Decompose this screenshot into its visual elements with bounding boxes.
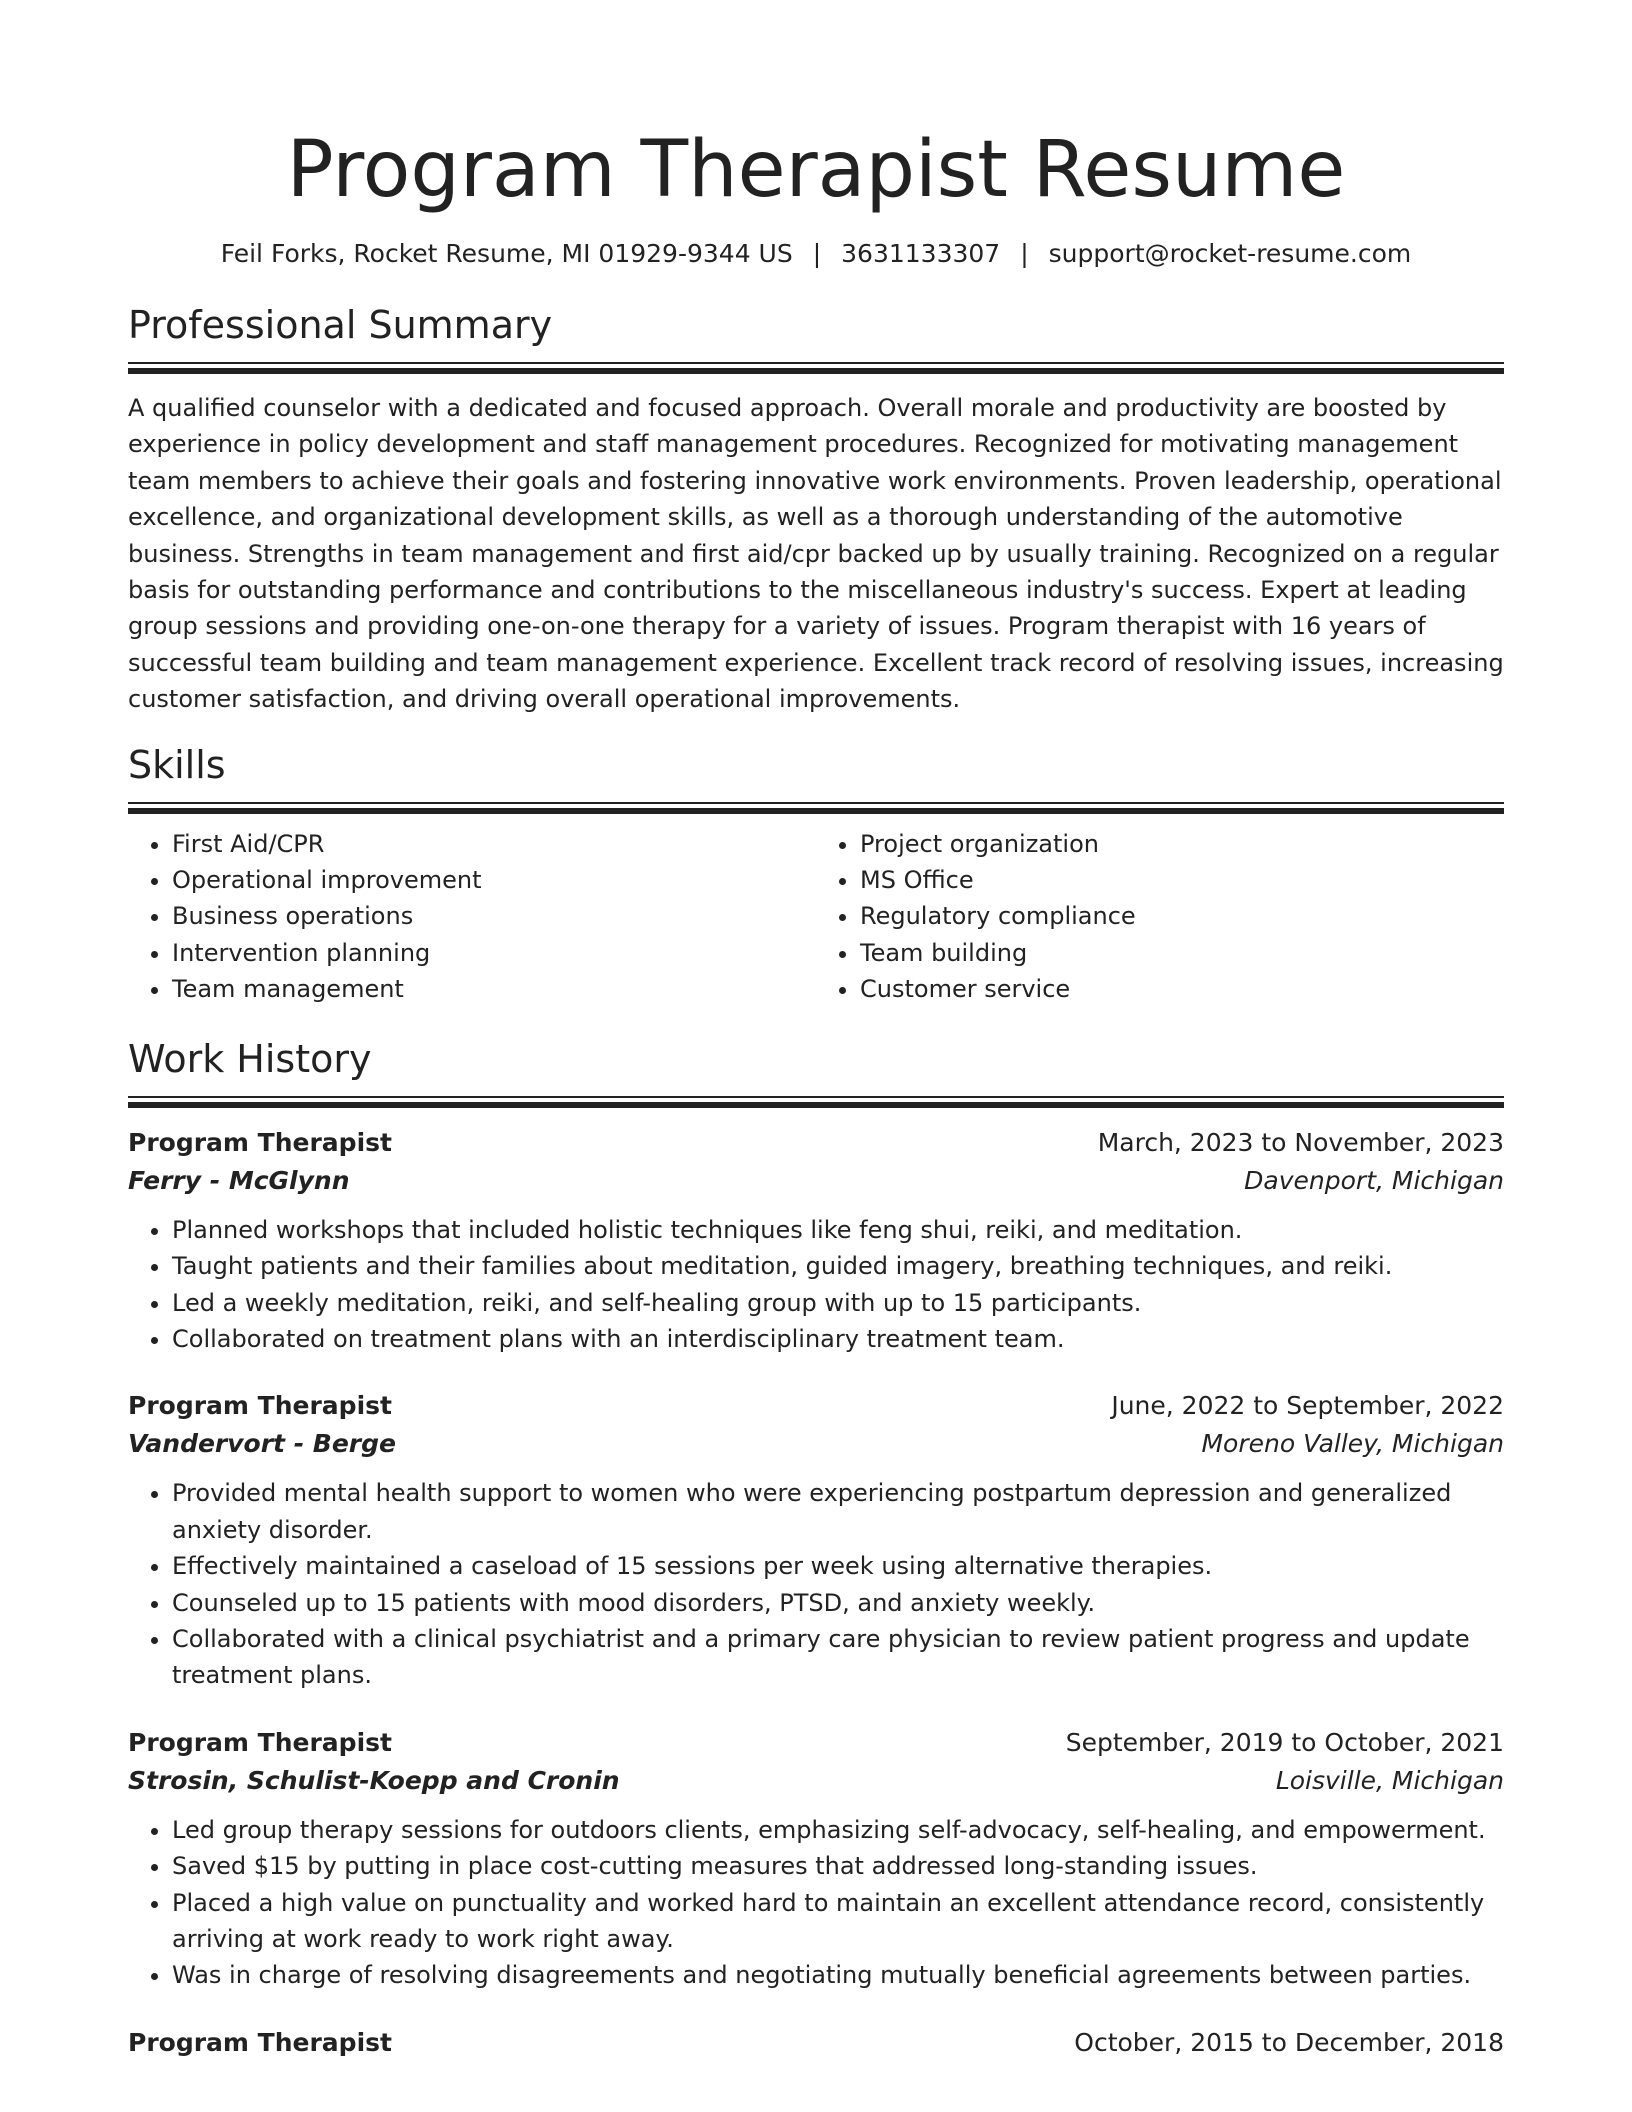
job-bullet: • Planned workshops that included holistic techniques like feng shui, reiki, and meditation. xyxy=(172,1212,1504,1248)
job-bullet: • Saved $15 by putting in place cost-cutting measures that addressed long-standing issues. xyxy=(172,1848,1504,1884)
section-divider xyxy=(128,1096,1504,1108)
job-title: Program Therapist xyxy=(128,1391,392,1421)
job-subheader-row xyxy=(128,1425,1504,1463)
contact-line xyxy=(128,236,1504,272)
job-bullet: • Collaborated on treatment plans with an interdisciplinary treatment team. xyxy=(172,1321,1504,1357)
summary-heading: Professional Summary xyxy=(128,303,553,347)
resume-page xyxy=(128,0,1504,2088)
job-company: Ferry - McGlynn xyxy=(128,1165,350,1195)
job-header-row xyxy=(128,1724,1504,1762)
job-location: Loisville, Michigan xyxy=(1275,1765,1504,1795)
job-location: Davenport, Michigan xyxy=(1244,1165,1504,1195)
skill-item: • Business operations xyxy=(172,898,816,934)
job-entry xyxy=(128,2024,1504,2062)
job-subheader-row xyxy=(128,1762,1504,1800)
contact-phone: 3631133307 xyxy=(841,239,1001,268)
job-entry xyxy=(128,1724,1504,1994)
job-dates: June, 2022 to September, 2022 xyxy=(1111,1391,1504,1421)
contact-separator: | xyxy=(1020,239,1029,268)
contact-address: Feil Forks, Rocket Resume, MI 01929-9344 US xyxy=(220,239,793,268)
skill-item: • Team building xyxy=(860,935,1504,971)
job-title: Program Therapist xyxy=(128,1727,392,1757)
section-divider xyxy=(128,362,1504,374)
resume-title: Program Therapist Resume xyxy=(286,125,1346,215)
job-bullets xyxy=(128,1812,1504,1994)
summary-section xyxy=(128,300,1504,718)
skill-item: • Regulatory compliance xyxy=(860,898,1504,934)
skill-item: • First Aid/CPR xyxy=(172,826,816,862)
job-dates: September, 2019 to October, 2021 xyxy=(1065,1727,1504,1757)
skill-item: • Intervention planning xyxy=(172,935,816,971)
skills-columns xyxy=(128,826,1504,1008)
skill-item: • MS Office xyxy=(860,862,1504,898)
job-dates: October, 2015 to December, 2018 xyxy=(1074,2027,1504,2057)
job-bullet: • Collaborated with a clinical psychiatrist and a primary care physician to review patient progress and update treatment plans. xyxy=(172,1621,1504,1694)
work-section xyxy=(128,1034,1504,2062)
skills-left-list xyxy=(128,826,816,1008)
job-bullets xyxy=(128,1475,1504,1693)
job-bullet: • Led a weekly meditation, reiki, and self-healing group with up to 15 participants. xyxy=(172,1285,1504,1321)
job-bullet: • Led group therapy sessions for outdoors clients, emphasizing self-advocacy, self-healing, and empowerment. xyxy=(172,1812,1504,1848)
job-bullet: • Effectively maintained a caseload of 15 sessions per week using alternative therapies. xyxy=(172,1548,1504,1584)
job-location: Moreno Valley, Michigan xyxy=(1201,1429,1504,1459)
job-header-row xyxy=(128,1387,1504,1425)
skills-right-list xyxy=(816,826,1504,1008)
job-bullet: • Was in charge of resolving disagreements and negotiating mutually beneficial agreements between parties. xyxy=(172,1957,1504,1993)
job-bullet: • Provided mental health support to women who were experiencing postpartum depression and generalized anxiety disorder. xyxy=(172,1475,1504,1548)
job-bullets xyxy=(128,1212,1504,1358)
job-bullet: • Placed a high value on punctuality and worked hard to maintain an excellent attendance record, consistently arriving at work ready to work right away. xyxy=(172,1885,1504,1958)
skill-item: • Team management xyxy=(172,971,816,1007)
job-title: Program Therapist xyxy=(128,1127,392,1157)
skills-section xyxy=(128,740,1504,1008)
job-company: Vandervort - Berge xyxy=(128,1429,396,1459)
job-bullet: • Counseled up to 15 patients with mood disorders, PTSD, and anxiety weekly. xyxy=(172,1585,1504,1621)
job-title: Program Therapist xyxy=(128,2027,392,2057)
skill-item: • Customer service xyxy=(860,971,1504,1007)
job-dates: March, 2023 to November, 2023 xyxy=(1097,1127,1504,1157)
job-bullet: • Taught patients and their families about meditation, guided imagery, breathing techniques, and reiki. xyxy=(172,1248,1504,1284)
contact-email: support@rocket-resume.com xyxy=(1048,239,1412,268)
section-divider xyxy=(128,802,1504,814)
job-header-row xyxy=(128,1124,1504,1162)
summary-text: A qualified counselor with a dedicated and focused approach. Overall morale and productivity are boosted by experience in policy development and staff management procedures. Recognized for motivating management team members to achieve their goals and fostering innovative work environments. Proven leadership, operational excellence, and organizational development skills, as well as a thorough understanding of the automotive business. Strengths in team management and first aid/cpr backed up by usually training. Recognized on a regular basis for outstanding performance and contributions to the miscellaneous industry's success. Expert at leading group sessions and providing one-on-one therapy for a variety of issues. Program therapist with 16 years of successful team building and team management experience. Excellent track record of resolving issues, increasing customer satisfaction, and driving overall operational improvements. xyxy=(128,394,1504,714)
skill-item: • Project organization xyxy=(860,826,1504,862)
job-entry xyxy=(128,1124,1504,1358)
contact-separator: | xyxy=(812,239,822,268)
job-company: Strosin, Schulist-Koepp and Cronin xyxy=(128,1765,620,1795)
skills-heading: Skills xyxy=(128,742,226,787)
skill-item: • Operational improvement xyxy=(172,862,816,898)
job-entry xyxy=(128,1387,1504,1693)
job-subheader-row xyxy=(128,1162,1504,1200)
work-heading: Work History xyxy=(128,1036,372,1081)
job-header-row xyxy=(128,2024,1504,2062)
